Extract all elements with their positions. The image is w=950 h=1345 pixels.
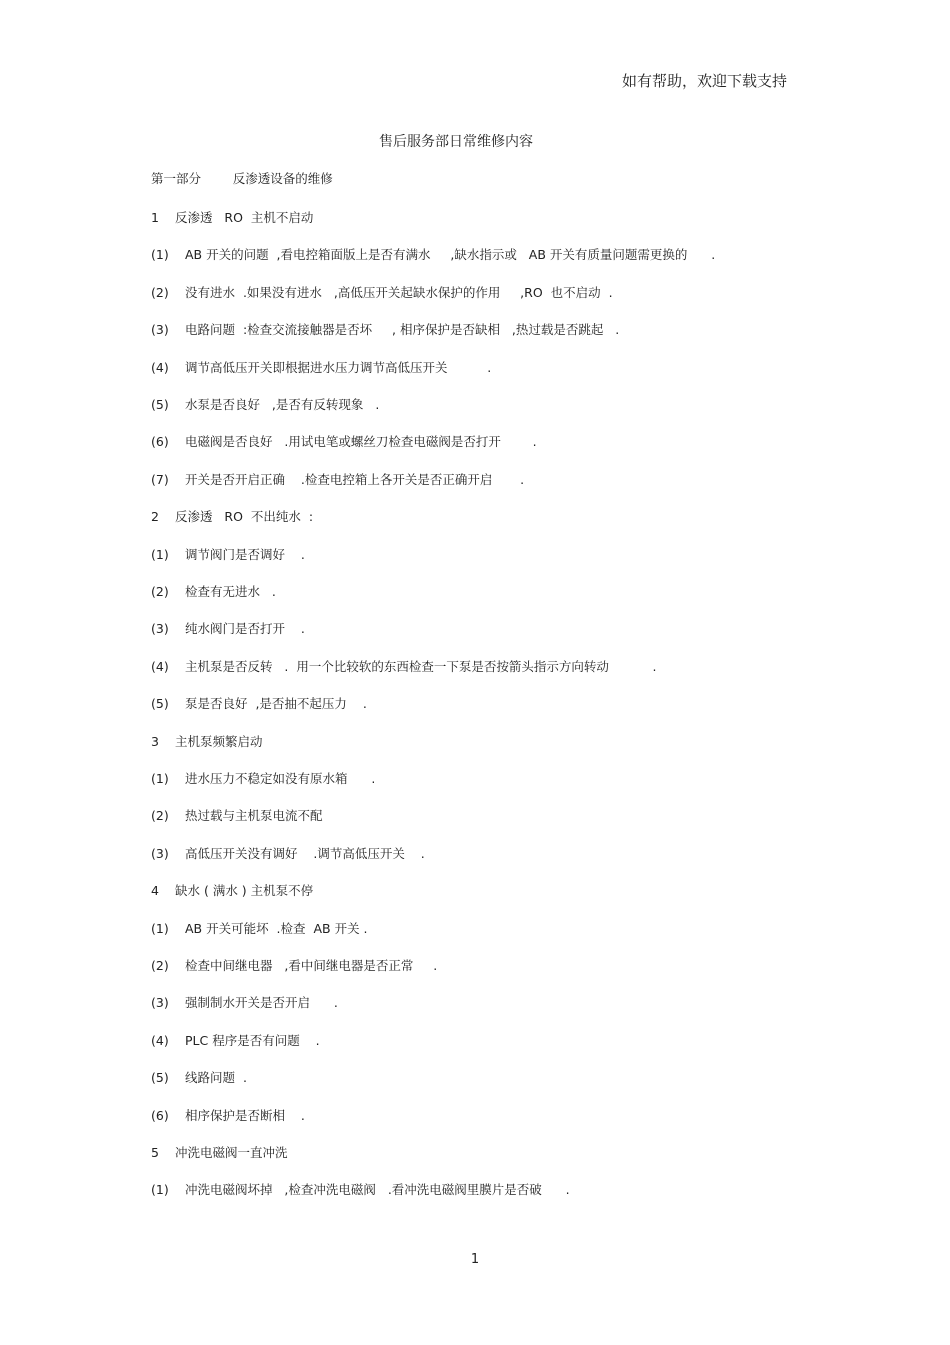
item-number: 4 xyxy=(151,883,159,898)
item-number: 3 xyxy=(151,734,159,749)
list-item xyxy=(151,582,276,600)
item-text: 纯水阀门是否打开 . xyxy=(185,621,305,636)
list-item xyxy=(151,358,491,376)
item-text: 反渗透 RO 不出纯水 : xyxy=(175,509,314,524)
item-text: AB 开关的问题 ,看电控箱面版上是否有满水 ,缺水指示或 AB 开关有质量问题需更换的 . xyxy=(185,247,716,262)
item-number: (4) xyxy=(151,659,169,674)
section-heading xyxy=(151,881,313,899)
item-number: (3) xyxy=(151,995,169,1010)
item-text: 检查有无进水 . xyxy=(185,584,276,599)
list-item xyxy=(151,919,368,937)
list-item xyxy=(151,545,305,563)
item-text: 调节高低压开关即根据进水压力调节高低压开关 . xyxy=(185,360,492,375)
section-heading xyxy=(151,208,313,226)
item-number: (2) xyxy=(151,808,169,823)
item-number: (7) xyxy=(151,472,169,487)
list-item xyxy=(151,657,657,675)
item-text: 泵是否良好 ,是否抽不起压力 . xyxy=(185,696,367,711)
list-item xyxy=(151,956,437,974)
item-text: 相序保护是否断相 . xyxy=(185,1108,305,1123)
item-number: (3) xyxy=(151,621,169,636)
list-item xyxy=(151,245,715,263)
item-number: (3) xyxy=(151,322,169,337)
item-text: 检查中间继电器 ,看中间继电器是否正常 . xyxy=(185,958,438,973)
section-heading xyxy=(151,1143,288,1161)
item-text: 线路问题 . xyxy=(185,1070,247,1085)
list-item xyxy=(151,1031,320,1049)
page-number: 1 xyxy=(470,1252,480,1267)
item-number: (1) xyxy=(151,1182,169,1197)
item-text: 水泵是否良好 ,是否有反转现象 . xyxy=(185,397,380,412)
item-number: (1) xyxy=(151,771,169,786)
item-text: 开关是否开启正确 .检查电控箱上各开关是否正确开启 . xyxy=(185,472,525,487)
document-title: 售后服务部日常维修内容 xyxy=(379,134,533,150)
item-text: 主机泵频繁启动 xyxy=(175,734,263,749)
item-text: 进水压力不稳定如没有原水箱 . xyxy=(185,771,376,786)
list-item xyxy=(151,432,537,450)
list-item xyxy=(151,320,619,338)
item-number: 1 xyxy=(151,210,159,225)
item-text: 主机泵是否反转 . 用一个比较软的东西检查一下泵是否按箭头指示方向转动 . xyxy=(185,659,657,674)
item-text: 没有进水 .如果没有进水 ,高低压开关起缺水保护的作用 ,RO 也不启动 . xyxy=(185,285,613,300)
item-text: 电路问题 :检查交流接触器是否坏 , 相序保护是否缺相 ,热过载是否跳起 . xyxy=(185,322,620,337)
item-number: (4) xyxy=(151,360,169,375)
item-text: 热过载与主机泵电流不配 xyxy=(185,808,323,823)
item-text: PLC 程序是否有问题 . xyxy=(185,1033,320,1048)
item-text: 调节阀门是否调好 . xyxy=(185,547,305,562)
item-text: 反渗透 RO 主机不启动 xyxy=(175,210,314,225)
list-item xyxy=(151,470,524,488)
item-number: (5) xyxy=(151,1070,169,1085)
item-number: 5 xyxy=(151,1145,159,1160)
list-item xyxy=(151,694,367,712)
item-number: (5) xyxy=(151,696,169,711)
list-item xyxy=(151,1106,305,1124)
list-item xyxy=(151,993,338,1011)
item-number: (4) xyxy=(151,1033,169,1048)
item-number: (5) xyxy=(151,397,169,412)
section-heading xyxy=(151,732,263,750)
list-item xyxy=(151,1180,570,1198)
list-item xyxy=(151,283,613,301)
item-text: AB 开关可能坏 .检查 AB 开关 . xyxy=(185,921,368,936)
item-number: (2) xyxy=(151,958,169,973)
item-text: 冲洗电磁阀一直冲洗 xyxy=(175,1145,288,1160)
item-number: (6) xyxy=(151,1108,169,1123)
item-number: (1) xyxy=(151,247,169,262)
item-number: (2) xyxy=(151,584,169,599)
item-text: 高低压开关没有调好 .调节高低压开关 . xyxy=(185,846,425,861)
list-item xyxy=(151,769,375,787)
item-number: (1) xyxy=(151,921,169,936)
list-item xyxy=(151,619,305,637)
item-number: (2) xyxy=(151,285,169,300)
list-item xyxy=(151,806,323,824)
item-number: (6) xyxy=(151,434,169,449)
part-heading: 第一部分 反渗透设备的维修 xyxy=(151,171,333,186)
item-number: (3) xyxy=(151,846,169,861)
list-item xyxy=(151,395,379,413)
item-number: (1) xyxy=(151,547,169,562)
item-number: 2 xyxy=(151,509,159,524)
list-item xyxy=(151,1068,247,1086)
item-text: 冲洗电磁阀坏掉 ,检查冲洗电磁阀 .看冲洗电磁阀里膜片是否破 . xyxy=(185,1182,570,1197)
header-note: 如有帮助，欢迎下载支持 xyxy=(622,72,788,90)
item-text: 缺水 ( 满水 ) 主机泵不停 xyxy=(175,883,314,898)
item-text: 电磁阀是否良好 .用试电笔或螺丝刀检查电磁阀是否打开 . xyxy=(185,434,537,449)
list-item xyxy=(151,844,425,862)
section-heading xyxy=(151,507,313,525)
item-text: 强制制水开关是否开启 . xyxy=(185,995,338,1010)
